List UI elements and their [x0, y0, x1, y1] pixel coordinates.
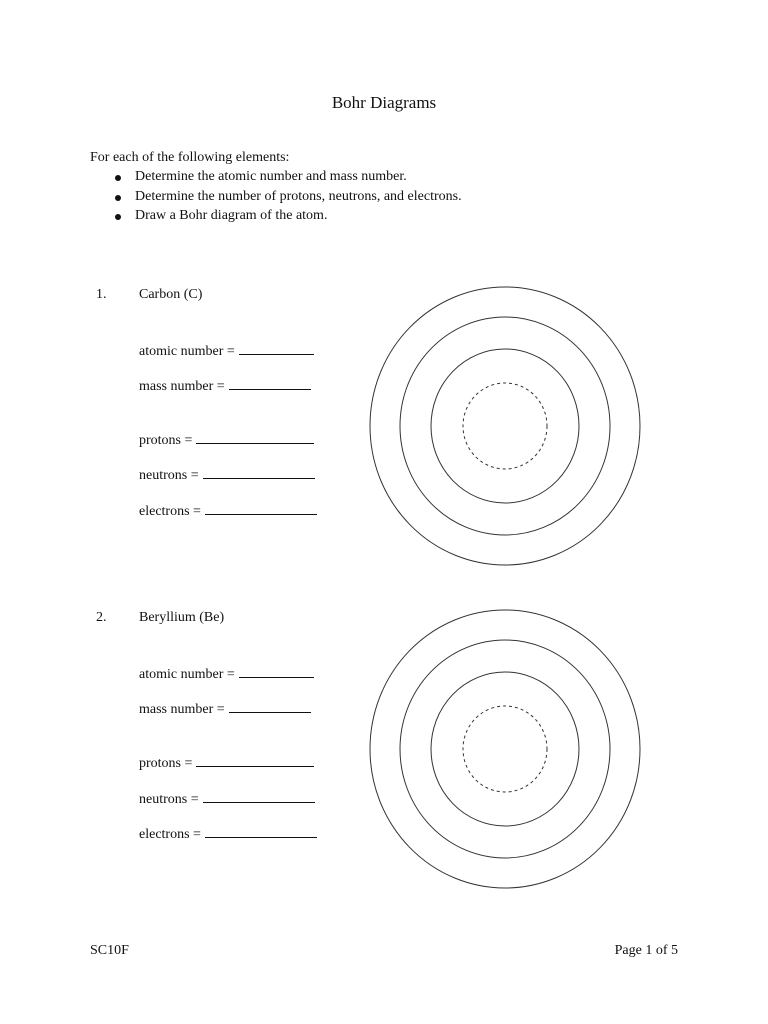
- bullet-icon: [115, 175, 121, 181]
- instruction-item: Draw a Bohr diagram of the atom.: [113, 208, 462, 228]
- intro-text: For each of the following elements:: [90, 150, 290, 165]
- protons-blank[interactable]: [196, 753, 314, 767]
- question-number: 2.: [96, 610, 107, 625]
- question-number: 1.: [96, 287, 107, 302]
- outer-shell: [370, 610, 640, 888]
- footer-page-number: Page 1 of 5: [614, 943, 678, 958]
- electrons-blank[interactable]: [205, 501, 317, 515]
- outer-shell: [370, 287, 640, 565]
- neutrons-field: neutrons =: [139, 465, 315, 484]
- bullet-icon: [115, 195, 121, 201]
- nucleus-outline: [463, 383, 547, 469]
- neutrons-field: neutrons =: [139, 789, 315, 808]
- second-shell: [431, 672, 579, 826]
- bohr-diagram-beryllium[interactable]: [365, 605, 645, 895]
- nucleus-outline: [463, 706, 547, 792]
- bullet-icon: [115, 214, 121, 220]
- footer-code: SC10F: [90, 943, 129, 958]
- mass-number-blank[interactable]: [229, 699, 311, 713]
- atomic-number-blank[interactable]: [239, 341, 314, 355]
- mass-number-field: mass number =: [139, 376, 311, 395]
- bohr-diagram-carbon[interactable]: [365, 282, 645, 572]
- protons-blank[interactable]: [196, 430, 314, 444]
- neutrons-blank[interactable]: [203, 465, 315, 479]
- second-shell: [431, 349, 579, 503]
- mass-number-field: mass number =: [139, 699, 311, 718]
- instruction-list: [113, 169, 462, 228]
- atomic-number-blank[interactable]: [239, 664, 314, 678]
- neutrons-blank[interactable]: [203, 789, 315, 803]
- mass-number-blank[interactable]: [229, 376, 311, 390]
- element-name: Carbon (C): [139, 287, 203, 302]
- instruction-item: Determine the atomic number and mass number.: [113, 169, 462, 189]
- atomic-number-field: atomic number =: [139, 341, 314, 360]
- atomic-number-field: atomic number =: [139, 664, 314, 683]
- protons-field: protons =: [139, 753, 314, 772]
- protons-field: protons =: [139, 430, 314, 449]
- electrons-blank[interactable]: [205, 824, 317, 838]
- electrons-field: electrons =: [139, 824, 317, 843]
- instruction-item: Determine the number of protons, neutrons, and electrons.: [113, 189, 462, 209]
- element-name: Beryllium (Be): [139, 610, 225, 625]
- page-title: Bohr Diagrams: [331, 93, 437, 112]
- electrons-field: electrons =: [139, 501, 317, 520]
